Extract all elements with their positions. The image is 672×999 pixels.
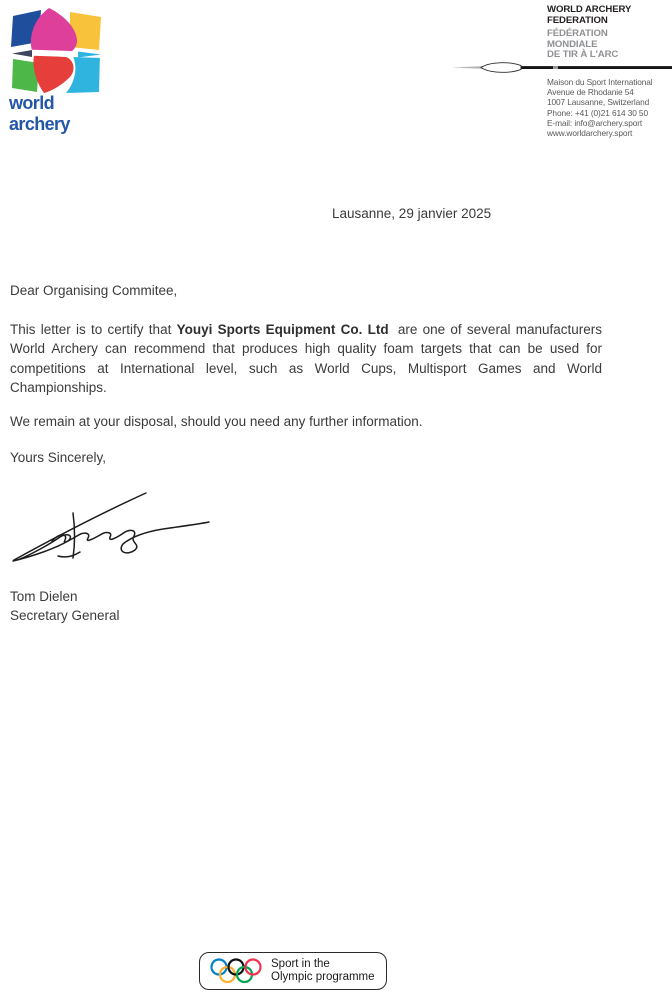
signature-icon	[4, 486, 216, 566]
org-name-fr-line: MONDIALE	[547, 38, 598, 50]
address-line: E-mail: info@archery.sport	[547, 117, 643, 128]
org-name-line: FEDERATION	[547, 14, 608, 26]
dateline: Lausanne, 29 janvier 2025	[332, 206, 492, 221]
logo-wordmark: world archery	[9, 93, 70, 134]
signer-title: Secretary General	[10, 608, 120, 623]
body-p1-suffix: are one of several manufacturers World Archery can recommend that produces high quality foam targets that can be used for competitions at International level, such as World Cups, Multisport Games and World Championships.	[10, 322, 602, 395]
olympic-badge-line2: Olympic programme	[271, 971, 375, 983]
org-name-block	[547, 5, 669, 61]
org-name-fr-line: FÉDÉRATION	[547, 28, 608, 40]
olympic-badge-line1: Sport in the	[271, 957, 330, 970]
arrow-icon	[452, 60, 672, 75]
signer-name: Tom Dielen	[10, 589, 78, 604]
closing: Yours Sincerely,	[10, 450, 107, 465]
address-line: Phone: +41 (0)21 614 30 50	[547, 107, 648, 118]
org-name-line: WORLD ARCHERY	[547, 4, 632, 15]
salutation: Dear Organising Commitee,	[10, 283, 178, 298]
address-line: 1007 Lausanne, Switzerland	[547, 97, 650, 108]
olympic-rings-icon	[209, 957, 263, 985]
body-p1-prefix: This letter is to certify that	[10, 322, 177, 337]
world-archery-logo-icon	[10, 8, 102, 94]
org-name-fr-line: DE TIR À L'ARC	[547, 49, 619, 61]
address-line: www.worldarchery.sport	[547, 128, 633, 139]
address-line: Maison du Sport International	[547, 77, 653, 87]
org-address-block	[547, 77, 672, 138]
address-line: Avenue de Rhodanie 54	[547, 87, 634, 98]
body-paragraph-1	[10, 320, 602, 397]
company-name: Youyi Sports Equipment Co. Ltd	[176, 322, 389, 337]
olympic-programme-badge	[199, 952, 387, 990]
body-paragraph-2: We remain at your disposal, should you need any further information.	[10, 414, 423, 429]
olympic-badge-label	[271, 958, 375, 985]
